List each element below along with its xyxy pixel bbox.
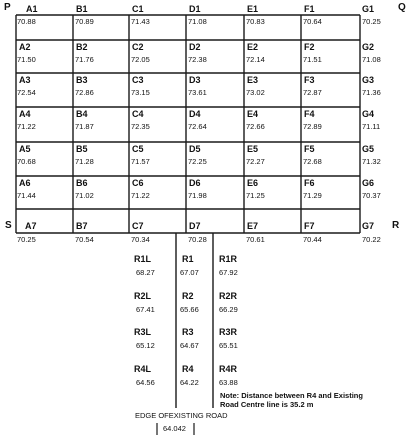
level-value: 72.25 <box>188 157 207 166</box>
station-label: C6 <box>132 178 144 188</box>
level-value: 72.38 <box>188 55 207 64</box>
station-label: F4 <box>304 109 315 119</box>
level-value: 71.36 <box>362 88 381 97</box>
level-value: 72.35 <box>131 122 150 131</box>
level-value: 70.37 <box>362 191 381 200</box>
station-label: B3 <box>76 75 88 85</box>
level-value: 71.57 <box>131 157 150 166</box>
level-value: 71.98 <box>188 191 207 200</box>
level-value: 71.32 <box>362 157 381 166</box>
station-label: F2 <box>304 42 315 52</box>
station-label: E3 <box>247 75 259 85</box>
station-label: B5 <box>76 144 88 154</box>
road-level-value: 67.07 <box>180 268 199 277</box>
station-label: C3 <box>132 75 144 85</box>
station-label: D2 <box>189 42 201 52</box>
station-label: C2 <box>132 42 144 52</box>
station-label: B1 <box>76 4 88 14</box>
road-level-value: 65.66 <box>180 305 199 314</box>
station-label: F1 <box>304 4 315 14</box>
level-value: 70.88 <box>17 17 36 26</box>
station-label: F3 <box>304 75 315 85</box>
level-value: 72.66 <box>246 122 265 131</box>
level-value: 71.87 <box>75 122 94 131</box>
station-label: G1 <box>362 4 375 14</box>
distance-note: Note: Distance between R4 and Existing Road Centre line is 35.2 m <box>220 391 363 410</box>
level-value: 72.89 <box>303 122 322 131</box>
level-value: 72.14 <box>246 55 265 64</box>
corner-label-r: R <box>392 220 400 231</box>
level-value: 71.29 <box>303 191 322 200</box>
level-value: 71.76 <box>75 55 94 64</box>
level-value: 73.02 <box>246 88 265 97</box>
station-label: G7 <box>362 221 375 231</box>
corner-label-q: Q <box>398 2 406 13</box>
station-label: A6 <box>19 178 31 188</box>
road-level-value: 64.56 <box>136 378 155 387</box>
station-label: E7 <box>247 221 259 231</box>
road-station-label: R3 <box>182 327 194 337</box>
level-value: 71.50 <box>17 55 36 64</box>
road-level-value: 63.88 <box>219 378 238 387</box>
level-value: 72.86 <box>75 88 94 97</box>
station-label: F7 <box>304 221 315 231</box>
station-label: E6 <box>247 178 259 188</box>
station-label: C7 <box>132 221 144 231</box>
level-value: 70.68 <box>17 157 36 166</box>
level-value: 70.83 <box>246 17 265 26</box>
station-label: A3 <box>19 75 31 85</box>
station-label: B2 <box>76 42 88 52</box>
station-label: B4 <box>76 109 88 119</box>
level-value: 70.89 <box>75 17 94 26</box>
road-level-value: 68.27 <box>136 268 155 277</box>
road-station-label: R4 <box>182 364 194 374</box>
level-value: 71.22 <box>131 191 150 200</box>
road-station-label: R2L <box>134 291 152 301</box>
level-value: 71.08 <box>188 17 207 26</box>
station-label: D4 <box>189 109 201 119</box>
level-value: 70.28 <box>188 235 207 244</box>
road-station-label: R1L <box>134 254 152 264</box>
level-value: 72.64 <box>188 122 207 131</box>
road-level-value: 65.12 <box>136 341 155 350</box>
level-value: 71.43 <box>131 17 150 26</box>
road-station-label: R4R <box>219 364 238 374</box>
level-value: 71.25 <box>246 191 265 200</box>
road-station-label: R3R <box>219 327 238 337</box>
station-label: D6 <box>189 178 201 188</box>
level-value: 70.25 <box>17 235 36 244</box>
road-level-value: 67.92 <box>219 268 238 277</box>
station-label: G5 <box>362 144 375 154</box>
level-value: 70.54 <box>75 235 94 244</box>
level-value: 73.15 <box>131 88 150 97</box>
station-label: C5 <box>132 144 144 154</box>
station-label: A4 <box>19 109 31 119</box>
station-label: G3 <box>362 75 375 85</box>
level-value: 71.11 <box>362 122 381 131</box>
level-value: 71.02 <box>75 191 94 200</box>
station-label: E2 <box>247 42 259 52</box>
road-station-label: R3L <box>134 327 152 337</box>
level-value: 70.44 <box>303 235 322 244</box>
station-label: E4 <box>247 109 259 119</box>
level-value: 71.44 <box>17 191 36 200</box>
road-station-label: R1R <box>219 254 238 264</box>
station-label: D5 <box>189 144 201 154</box>
station-label: G6 <box>362 178 375 188</box>
edge-of-road-label: EDGE OFEXISTING ROAD <box>135 411 228 420</box>
station-label: F6 <box>304 178 315 188</box>
station-label: E5 <box>247 144 259 154</box>
station-label: G4 <box>362 109 375 119</box>
road-station-label: R2R <box>219 291 238 301</box>
level-value: 70.22 <box>362 235 381 244</box>
road-level-value: 65.51 <box>219 341 238 350</box>
level-value: 71.08 <box>362 55 381 64</box>
station-label: C1 <box>132 4 144 14</box>
road-station-label: R1 <box>182 254 194 264</box>
station-label: B6 <box>76 178 88 188</box>
level-value: 73.61 <box>188 88 207 97</box>
station-label: A5 <box>19 144 31 154</box>
station-label: F5 <box>304 144 315 154</box>
edge-of-road-value: 64.042 <box>163 424 186 433</box>
level-value: 72.87 <box>303 88 322 97</box>
road-level-value: 64.67 <box>180 341 199 350</box>
road-station-label: R4L <box>134 364 152 374</box>
road-level-value: 66.29 <box>219 305 238 314</box>
station-label: D7 <box>189 221 201 231</box>
level-value: 70.64 <box>303 17 322 26</box>
level-value: 71.28 <box>75 157 94 166</box>
station-label: A1 <box>26 4 38 14</box>
station-label: E1 <box>247 4 259 14</box>
road-level-value: 67.41 <box>136 305 155 314</box>
level-value: 70.34 <box>131 235 150 244</box>
station-label: D3 <box>189 75 201 85</box>
level-value: 72.05 <box>131 55 150 64</box>
level-value: 71.51 <box>303 55 322 64</box>
road-level-value: 64.22 <box>180 378 199 387</box>
station-label: A2 <box>19 42 31 52</box>
station-label: A7 <box>25 221 37 231</box>
level-value: 72.27 <box>246 157 265 166</box>
corner-label-s: S <box>5 220 12 231</box>
station-label: B7 <box>76 221 88 231</box>
level-value: 72.68 <box>303 157 322 166</box>
road-station-label: R2 <box>182 291 194 301</box>
corner-label-p: P <box>4 2 11 13</box>
level-value: 70.61 <box>246 235 265 244</box>
station-label: C4 <box>132 109 144 119</box>
level-value: 70.25 <box>362 17 381 26</box>
level-value: 72.54 <box>17 88 36 97</box>
station-label: G2 <box>362 42 375 52</box>
station-label: D1 <box>189 4 201 14</box>
level-value: 71.22 <box>17 122 36 131</box>
